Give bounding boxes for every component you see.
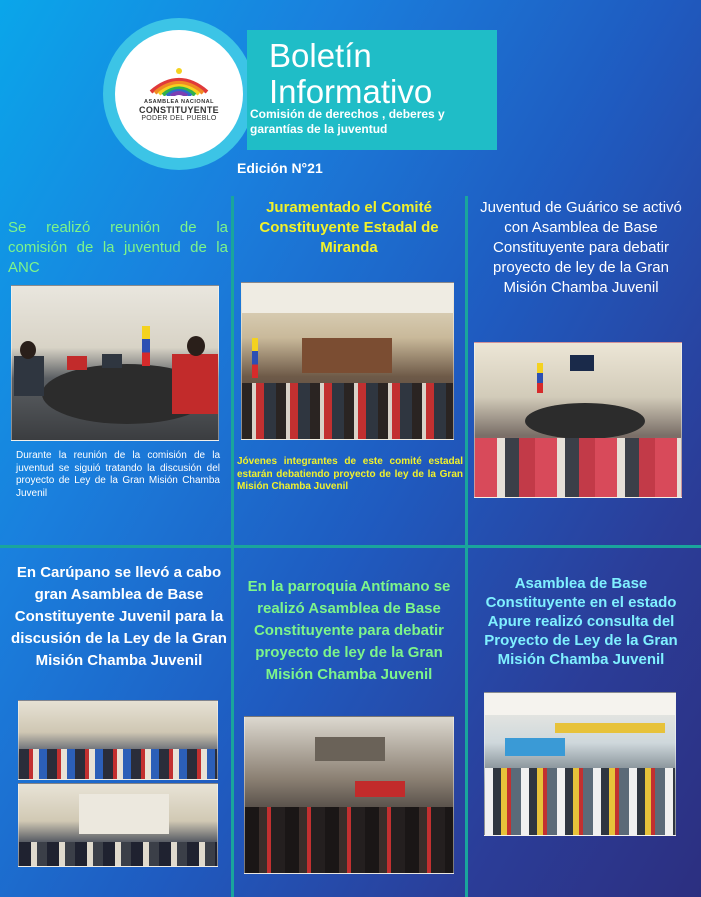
logo-top-text: ASAMBLEA NACIONAL <box>143 99 214 105</box>
row-divider <box>0 545 701 548</box>
article-4-photo-bottom <box>18 783 218 867</box>
article-1-caption: Durante la reunión de la comisión de la juventud se siguió tratando la discusión del proyecto de Ley de la Gran Misión Chamba Juvenil <box>16 450 220 499</box>
article-5-headline: En la parroquia Antímano se realizó Asamblea de Base Constituyente para debatir proyecto de ley de la Gran Misión Chamba Juvenil <box>247 578 451 683</box>
article-1-photo <box>11 285 219 441</box>
title-line-1: Boletín <box>269 37 372 74</box>
photo-board <box>79 794 169 834</box>
article-2-caption: Jóvenes integrantes de este comité estadal estarán debatiendo proyecto de ley de la Gran Misión Chamba Juvenil <box>237 456 463 492</box>
logo-main-text: CONSTITUYENTE <box>139 105 219 115</box>
article-4-photo-top <box>18 700 218 780</box>
photo-wall-panel <box>315 737 385 761</box>
edition-number: Edición N°21 <box>237 160 323 176</box>
logo-rainbow-icon <box>147 66 211 96</box>
article-4-headline: En Carúpano se llevó a cabo gran Asamblea de Base Constituyente Juvenil para la discusión de la Ley de la Gran Misión Chamba Juvenil <box>11 564 227 669</box>
bulletin-title <box>269 38 432 110</box>
article-3-photo <box>474 342 682 498</box>
photo-screen <box>570 355 594 371</box>
subtitle-line-2: garantías de la juventud <box>250 122 388 136</box>
article-6-headline: Asamblea de Base Constituyente en el estado Apure realizó consulta del Proyecto de Ley de la Gran Misión Chamba Juvenil <box>484 575 678 668</box>
photo-person <box>102 354 122 368</box>
logo-disc <box>115 30 243 158</box>
photo-wall-panel <box>302 338 392 373</box>
subtitle-line-1: Comisión de derechos , deberes y <box>250 107 445 121</box>
photo-person <box>172 354 218 414</box>
anc-logo <box>103 18 255 170</box>
title-line-2: Informativo <box>269 73 433 110</box>
photo-crowd <box>485 768 676 836</box>
title-box <box>247 30 497 150</box>
photo-table-red <box>355 781 405 797</box>
photo-person-head <box>20 341 36 359</box>
photo-ceiling <box>485 693 676 715</box>
photo-crowd <box>19 842 218 867</box>
photo-crowd <box>245 807 454 874</box>
photo-ceiling <box>242 283 454 313</box>
bulletin-subtitle <box>250 107 445 137</box>
photo-person <box>14 356 44 396</box>
photo-person <box>67 356 87 370</box>
photo-crowd <box>19 749 218 780</box>
article-5-photo <box>244 716 454 874</box>
photo-person-head <box>187 336 205 356</box>
flag-icon <box>142 326 150 366</box>
article-1-headline: Se realizó reunión de la comisión de la juventud de la ANC <box>8 219 228 276</box>
article-6-photo <box>484 692 676 836</box>
photo-banner <box>555 723 665 733</box>
logo-sub-text: PODER DEL PUEBLO <box>141 115 217 122</box>
article-3-headline: Juventud de Guárico se activó con Asamblea de Base Constituyente para debatir proyecto de ley de la Gran Misión Chamba Juvenil <box>480 199 682 296</box>
article-2-headline: Juramentado el Comité Constituyente Estadal de Miranda <box>259 199 439 256</box>
photo-table <box>525 403 645 439</box>
article-2-photo <box>241 282 454 440</box>
photo-crowd <box>475 438 682 498</box>
flag-icon <box>252 338 258 378</box>
flag-icon <box>537 363 543 393</box>
photo-mural <box>505 738 565 756</box>
photo-crowd <box>242 383 454 440</box>
